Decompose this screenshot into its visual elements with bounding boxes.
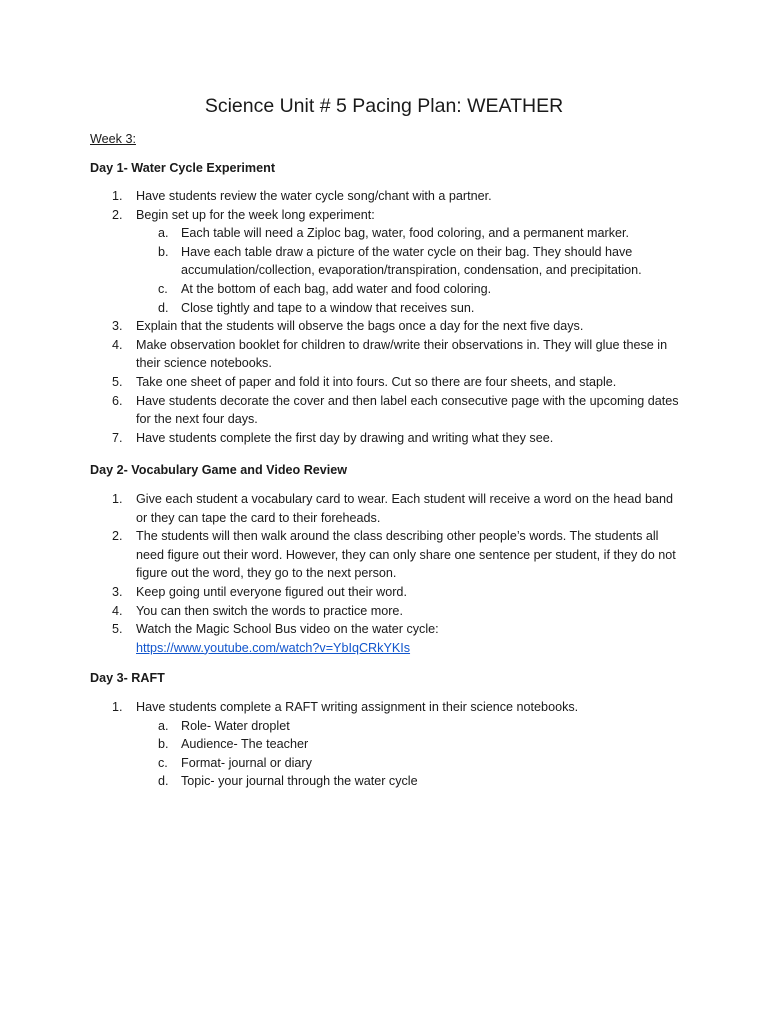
day-2-list [90, 490, 680, 657]
sub-item-text: Role- Water droplet [181, 718, 290, 733]
item-text: The students will then walk around the class describing other people’s words. The students all need figure out their word. However, they can only share one sentence per student, if they do not figure out the word, they go to the next person. [136, 529, 676, 581]
list-item [90, 527, 680, 583]
list-item [90, 490, 680, 527]
list-item [90, 373, 680, 392]
sub-item-text: Topic- your journal through the water cycle [181, 774, 418, 789]
item-text: You can then switch the words to practice more. [136, 603, 403, 618]
sub-list-item [90, 717, 680, 736]
list-item [90, 336, 680, 373]
sub-item-text: Format- journal or diary [181, 755, 312, 770]
item-number: 1. [112, 189, 123, 203]
item-text: Give each student a vocabulary card to wear. Each student will receive a word on the head band or they can tape the card to their foreheads. [136, 492, 673, 525]
sub-item-label: c. [158, 755, 168, 770]
sub-list-item [90, 735, 680, 754]
sub-list-item [90, 224, 680, 243]
sub-item-text: Have each table draw a picture of the water cycle on their bag. They should have accumulation/collection, evaporation/transpiration, condensation, and precipitation. [181, 244, 642, 278]
item-number: 1. [112, 700, 123, 714]
item-text: Make observation booklet for children to draw/write their observations in. They will glue these in their science notebooks. [136, 337, 668, 371]
item-number: 3. [112, 319, 123, 334]
item-text: Have students complete the first day by drawing and writing what they see. [136, 430, 554, 445]
sub-item-text: Close tightly and tape to a window that receives sun. [181, 300, 475, 315]
item-text: Take one sheet of paper and fold it into fours. Cut so there are four sheets, and staple. [136, 374, 617, 389]
item-number: 3. [112, 584, 123, 599]
item-text: Watch the Magic School Bus video on the water cycle: [136, 622, 439, 637]
list-item [90, 187, 680, 206]
item-number: 2. [112, 529, 123, 544]
sub-item-text: Audience- The teacher [181, 737, 309, 752]
item-number: 5. [112, 622, 123, 637]
sub-item-label: a. [158, 718, 169, 733]
sub-item-label: b. [158, 244, 169, 259]
sub-item-label: d. [158, 300, 169, 315]
sub-item-label: c. [158, 281, 168, 296]
list-item [90, 392, 680, 429]
day-3-list [90, 698, 680, 791]
item-number: 1. [112, 492, 123, 506]
item-text: Have students complete a RAFT writing assignment in their science notebooks. [136, 700, 579, 714]
list-item [90, 698, 680, 717]
sub-item-label: d. [158, 774, 169, 789]
item-number: 7. [112, 430, 123, 445]
item-number: 2. [112, 207, 123, 222]
list-item [90, 317, 680, 336]
week-label: Week 3: [90, 132, 136, 146]
item-number: 6. [112, 393, 123, 408]
day-2-heading: Day 2- Vocabulary Game and Video Review [90, 463, 348, 477]
list-item [90, 620, 680, 657]
list-item [90, 206, 680, 225]
list-item [90, 602, 680, 621]
item-number: 4. [112, 337, 123, 352]
sub-item-label: b. [158, 737, 169, 752]
list-item [90, 429, 680, 448]
item-text: Begin set up for the week long experiment: [136, 207, 375, 222]
item-number: 4. [112, 603, 123, 618]
sub-list-item [90, 772, 680, 791]
item-text: Have students decorate the cover and then label each consecutive page with the upcoming dates for the next four days. [136, 393, 679, 427]
sub-list-item [90, 754, 680, 773]
sub-list-item [90, 299, 680, 318]
video-link[interactable]: https://www.youtube.com/watch?v=YbIqCRkYKIs [136, 640, 411, 655]
sub-list-item [90, 280, 680, 299]
day-3-heading: Day 3- RAFT [90, 671, 165, 685]
sub-item-text: Each table will need a Ziploc bag, water, food coloring, and a permanent marker. [181, 226, 630, 241]
sub-item-text: At the bottom of each bag, add water and food coloring. [181, 281, 492, 296]
item-text: Explain that the students will observe the bags once a day for the next five days. [136, 319, 584, 334]
list-item [90, 583, 680, 602]
day-1-heading: Day 1- Water Cycle Experiment [90, 161, 276, 175]
item-number: 5. [112, 374, 123, 389]
sub-item-label: a. [158, 226, 169, 241]
page-title: Science Unit # 5 Pacing Plan: WEATHER [204, 95, 564, 117]
day-1-list [90, 187, 680, 447]
item-text: Keep going until everyone figured out their word. [136, 584, 407, 599]
sub-list-item [90, 243, 680, 280]
item-text: Have students review the water cycle song/chant with a partner. [136, 189, 492, 203]
